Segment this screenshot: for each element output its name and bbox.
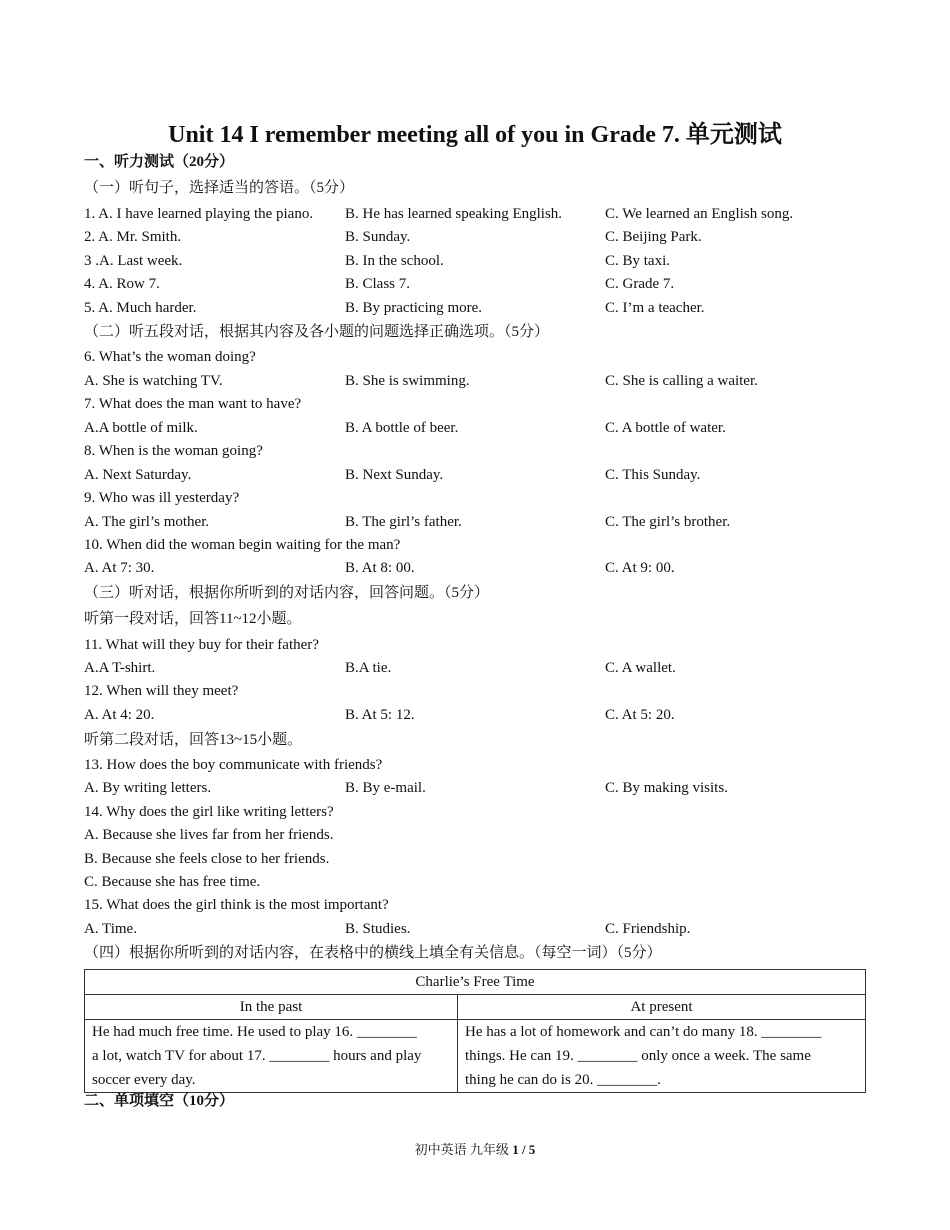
option-c: C. We learned an English song. bbox=[605, 206, 794, 222]
option-c: C. Friendship. bbox=[605, 921, 691, 937]
question-text: 10. When did the woman begin waiting for the man? bbox=[84, 537, 401, 553]
question-text: 9. Who was ill yesterday? bbox=[84, 490, 240, 506]
option-b: B. The girl’s father. bbox=[345, 514, 462, 530]
option-a: A. Next Saturday. bbox=[84, 467, 192, 483]
section2-heading: 二、单项填空（10分） bbox=[84, 1093, 235, 1109]
part3-heading: （三）听对话，根据你所听到的对话内容，回答问题。（5分） bbox=[84, 585, 490, 601]
option-b: B. He has learned speaking English. bbox=[345, 206, 563, 222]
option-b: B. Sunday. bbox=[345, 229, 411, 245]
question-row bbox=[84, 227, 864, 247]
option-a: 3 .A. Last week. bbox=[84, 253, 183, 269]
option-b: B. At 5: 12. bbox=[345, 707, 415, 723]
option-c: C. I’m a teacher. bbox=[605, 300, 705, 316]
option-a: A. Time. bbox=[84, 921, 137, 937]
option-b: B. She is swimming. bbox=[345, 373, 470, 389]
option-c: C. This Sunday. bbox=[605, 467, 701, 483]
question-text: 15. What does the girl think is the most important? bbox=[84, 897, 389, 913]
question-text: 8. When is the woman going? bbox=[84, 443, 263, 459]
option-a: A. At 4: 20. bbox=[84, 707, 155, 723]
part1-heading: （一）听句子，选择适当的答语。（5分） bbox=[84, 180, 355, 196]
past-line: soccer every day. bbox=[92, 1072, 196, 1088]
option-a: A. At 7: 30. bbox=[84, 560, 155, 576]
page-number: 1 / 5 bbox=[512, 1142, 536, 1157]
column-header-present: At present bbox=[458, 995, 866, 1020]
question-row bbox=[84, 204, 864, 224]
option-c: C. She is calling a waiter. bbox=[605, 373, 758, 389]
option-c: C. By taxi. bbox=[605, 253, 671, 269]
footer-subject: 初中英语 九年级 bbox=[414, 1142, 513, 1157]
table-title: Charlie’s Free Time bbox=[85, 970, 866, 995]
question-text: 13. How does the boy communicate with friends? bbox=[84, 757, 383, 773]
free-time-table bbox=[84, 969, 866, 1093]
option-a: A. Because she lives far from her friends. bbox=[84, 827, 334, 843]
option-c: C. At 5: 20. bbox=[605, 707, 675, 723]
question-text: 6. What’s the woman doing? bbox=[84, 349, 256, 365]
page-footer bbox=[0, 1139, 950, 1158]
option-c: C. A wallet. bbox=[605, 660, 676, 676]
option-b: B. Class 7. bbox=[345, 276, 411, 292]
option-a: A.A bottle of milk. bbox=[84, 420, 198, 436]
option-a: A.A T-shirt. bbox=[84, 660, 156, 676]
option-b: B. At 8: 00. bbox=[345, 560, 415, 576]
question-row bbox=[84, 558, 864, 578]
past-line: He had much free time. He used to play 16. ________ bbox=[92, 1024, 417, 1040]
part2-heading: （二）听五段对话，根据其内容及各小题的问题选择正确选项。（5分） bbox=[84, 324, 550, 340]
question-text: 7. What does the man want to have? bbox=[84, 396, 302, 412]
option-b: B. Because she feels close to her friends. bbox=[84, 851, 330, 867]
section1-heading: 一、听力测试（20分） bbox=[84, 154, 235, 170]
column-header-past: In the past bbox=[85, 995, 458, 1020]
option-a: 4. A. Row 7. bbox=[84, 276, 160, 292]
question-row bbox=[84, 919, 864, 939]
option-c: C. Grade 7. bbox=[605, 276, 675, 292]
option-c: C. A bottle of water. bbox=[605, 420, 726, 436]
question-row bbox=[84, 705, 864, 725]
question-row bbox=[84, 418, 864, 438]
option-b: B. Next Sunday. bbox=[345, 467, 444, 483]
option-c: C. Because she has free time. bbox=[84, 874, 261, 890]
present-line: things. He can 19. ________ only once a week. The same bbox=[465, 1048, 811, 1064]
dialog1-intro: 听第一段对话，回答11~12小题。 bbox=[84, 611, 302, 627]
option-b: B.A tie. bbox=[345, 660, 392, 676]
present-cell bbox=[458, 1020, 866, 1093]
question-row bbox=[84, 658, 864, 678]
past-cell bbox=[85, 1020, 458, 1093]
option-a: A. She is watching TV. bbox=[84, 373, 223, 389]
present-line: thing he can do is 20. ________. bbox=[465, 1072, 661, 1088]
option-b: B. A bottle of beer. bbox=[345, 420, 459, 436]
question-row bbox=[84, 465, 864, 485]
document-title: Unit 14 I remember meeting all of you in Grade 7. 单元测试 bbox=[168, 122, 782, 148]
option-a: A. By writing letters. bbox=[84, 780, 212, 796]
question-text: 11. What will they buy for their father? bbox=[84, 637, 319, 653]
question-row bbox=[84, 512, 864, 532]
question-row bbox=[84, 251, 864, 271]
option-c: C. By making visits. bbox=[605, 780, 728, 796]
question-row bbox=[84, 371, 864, 391]
option-b: B. By e-mail. bbox=[345, 780, 426, 796]
question-row bbox=[84, 274, 864, 294]
question-text: 12. When will they meet? bbox=[84, 683, 239, 699]
part4-heading: （四）根据你所听到的对话内容，在表格中的横线上填全有关信息。（每空一词）（5分） bbox=[84, 945, 662, 961]
option-b: B. In the school. bbox=[345, 253, 444, 269]
dialog2-intro: 听第二段对话，回答13~15小题。 bbox=[84, 732, 303, 748]
option-b: B. Studies. bbox=[345, 921, 411, 937]
option-a: 2. A. Mr. Smith. bbox=[84, 229, 182, 245]
past-line: a lot, watch TV for about 17. ________ hours and play bbox=[92, 1048, 422, 1064]
option-a: 5. A. Much harder. bbox=[84, 300, 197, 316]
option-c: C. At 9: 00. bbox=[605, 560, 675, 576]
question-text: 14. Why does the girl like writing letters? bbox=[84, 804, 334, 820]
option-a: 1. A. I have learned playing the piano. bbox=[84, 206, 314, 222]
question-row bbox=[84, 778, 864, 798]
option-a: A. The girl’s mother. bbox=[84, 514, 210, 530]
present-line: He has a lot of homework and can’t do many 18. ________ bbox=[465, 1024, 822, 1040]
option-c: C. The girl’s brother. bbox=[605, 514, 731, 530]
option-b: B. By practicing more. bbox=[345, 300, 483, 316]
question-row bbox=[84, 298, 864, 318]
option-c: C. Beijing Park. bbox=[605, 229, 702, 245]
